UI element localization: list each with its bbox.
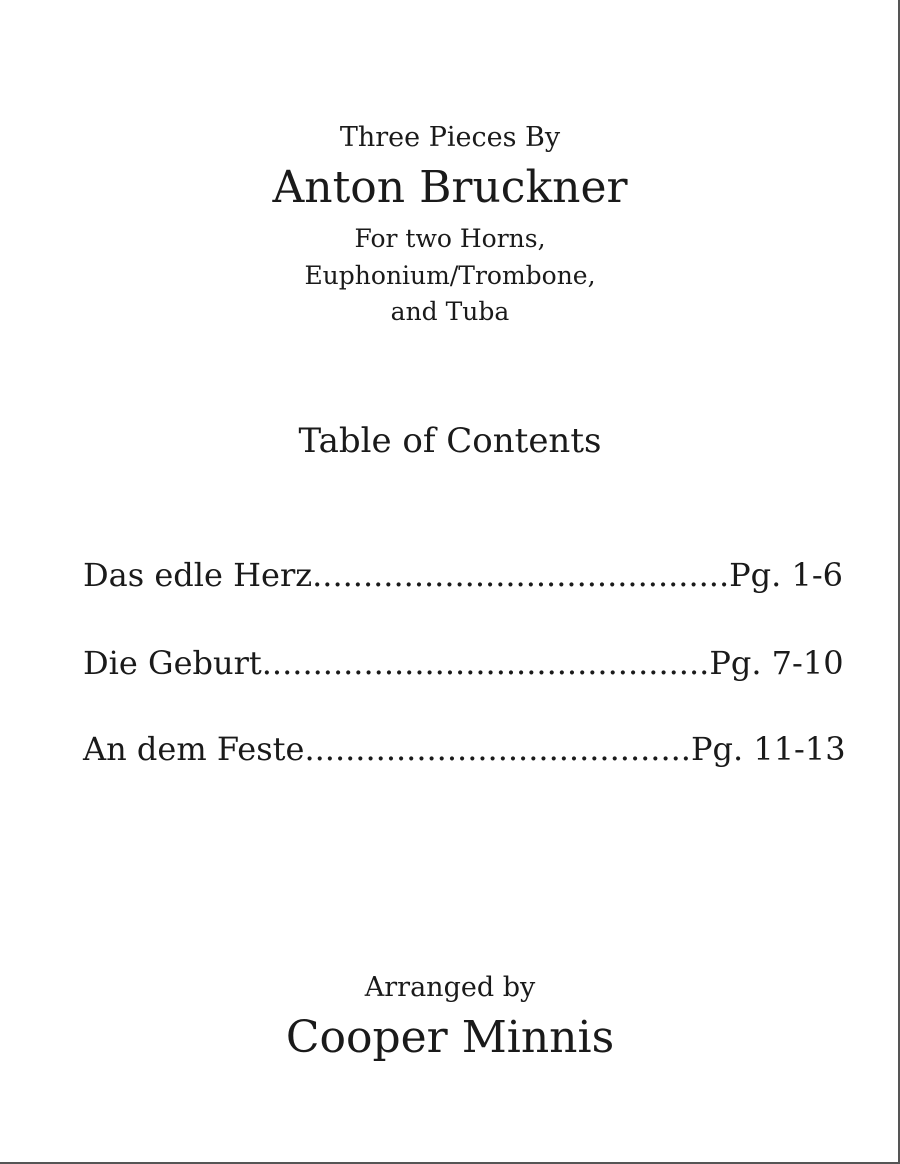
instrumentation-line: Euphonium/Trombone, bbox=[304, 261, 596, 290]
arranged-by-label: Arranged by bbox=[364, 972, 536, 1003]
collection-subtitle: Three Pieces By bbox=[339, 122, 561, 153]
instrumentation-line: For two Horns, bbox=[354, 224, 546, 253]
toc-entry: An dem Feste......................................Pg. 11-13 bbox=[83, 730, 846, 768]
toc-heading: Table of Contents bbox=[298, 421, 602, 461]
toc-entry: Die Geburt............................................Pg. 7-10 bbox=[83, 644, 844, 682]
composer-name: Anton Bruckner bbox=[272, 162, 628, 213]
toc-entry: Das edle Herz.........................................Pg. 1-6 bbox=[83, 556, 844, 594]
instrumentation-line: and Tuba bbox=[390, 297, 510, 326]
arranger-name: Cooper Minnis bbox=[285, 1012, 615, 1063]
